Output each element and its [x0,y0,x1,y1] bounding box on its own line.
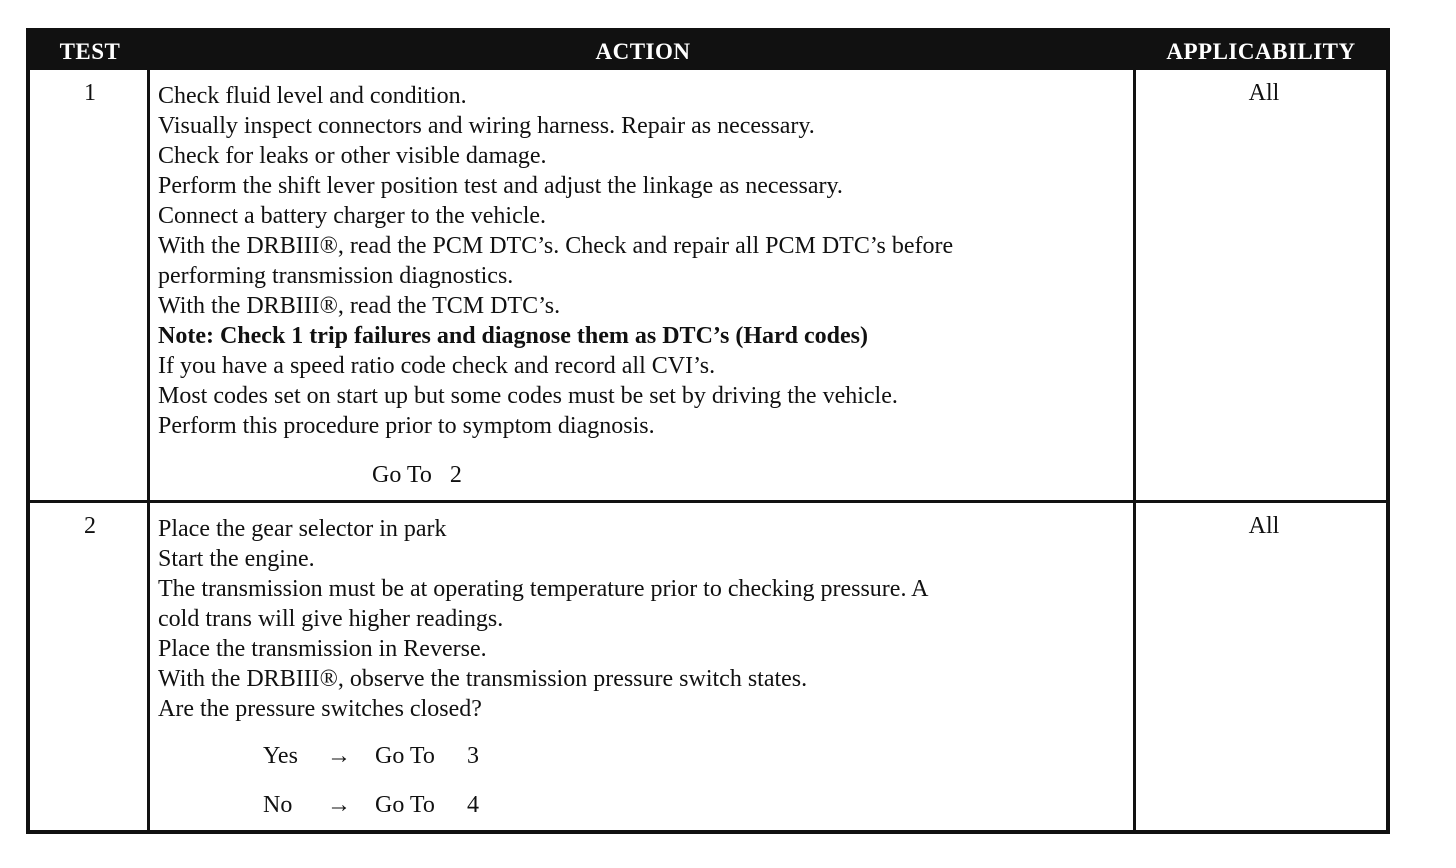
branch-yes [263,741,479,771]
action-text [158,81,1138,441]
action-line: Place the gear selector in park [158,516,447,542]
note-line: Note: Check 1 trip failures and diagnose them as DTC’s (Hard codes) [158,323,868,349]
arrow-right-icon: → [327,792,351,818]
goto-instruction [372,460,462,490]
test-number: 1 [84,80,96,106]
applicability-value: All [1248,80,1280,106]
action-line: If you have a speed ratio code check and record all CVI’s. [158,353,716,379]
diagnostic-table [26,28,1390,834]
action-line: Visually inspect connectors and wiring harness. Repair as necessary. [158,113,815,139]
action-line: Perform the shift lever position test and adjust the linkage as necessary. [158,173,843,199]
test-number: 2 [84,513,96,539]
header-applicability: APPLICABILITY [1166,39,1356,64]
action-line: Connect a battery charger to the vehicle. [158,203,547,229]
goto-target: 3 [467,743,479,769]
goto-target: 2 [449,462,462,488]
goto-label: Go To [372,462,432,488]
action-line: Are the pressure switches closed? [158,696,482,722]
branch-condition: Yes [263,743,298,769]
branch-no [263,790,479,820]
action-line: With the DRBIII®, read the PCM DTC’s. Check and repair all PCM DTC’s before [158,233,954,259]
goto-target: 4 [467,792,479,818]
header-action: ACTION [595,39,691,64]
table-header [30,32,1386,70]
action-line: Check for leaks or other visible damage. [158,143,547,169]
action-line: Check fluid level and condition. [158,83,467,109]
branch-condition: No [263,792,293,818]
action-line: Place the transmission in Reverse. [158,636,487,662]
arrow-right-icon: → [327,743,351,769]
goto-label: Go To [375,792,435,818]
action-line: Most codes set on start up but some codes must be set by driving the vehicle. [158,383,898,409]
action-line: Perform this procedure prior to symptom diagnosis. [158,413,655,439]
action-text [158,514,1138,724]
action-line: The transmission must be at operating temperature prior to checking pressure. A [158,576,929,602]
applicability-value: All [1248,513,1280,539]
action-line: With the DRBIII®, read the TCM DTC’s. [158,293,561,319]
action-line: performing transmission diagnostics. [158,263,514,289]
action-line: cold trans will give higher readings. [158,606,504,632]
column-divider [147,70,150,834]
action-line: With the DRBIII®, observe the transmission pressure switch states. [158,666,808,692]
header-test: TEST [59,39,121,64]
action-line: Start the engine. [158,546,315,572]
row-divider [30,500,1386,503]
goto-label: Go To [375,743,435,769]
